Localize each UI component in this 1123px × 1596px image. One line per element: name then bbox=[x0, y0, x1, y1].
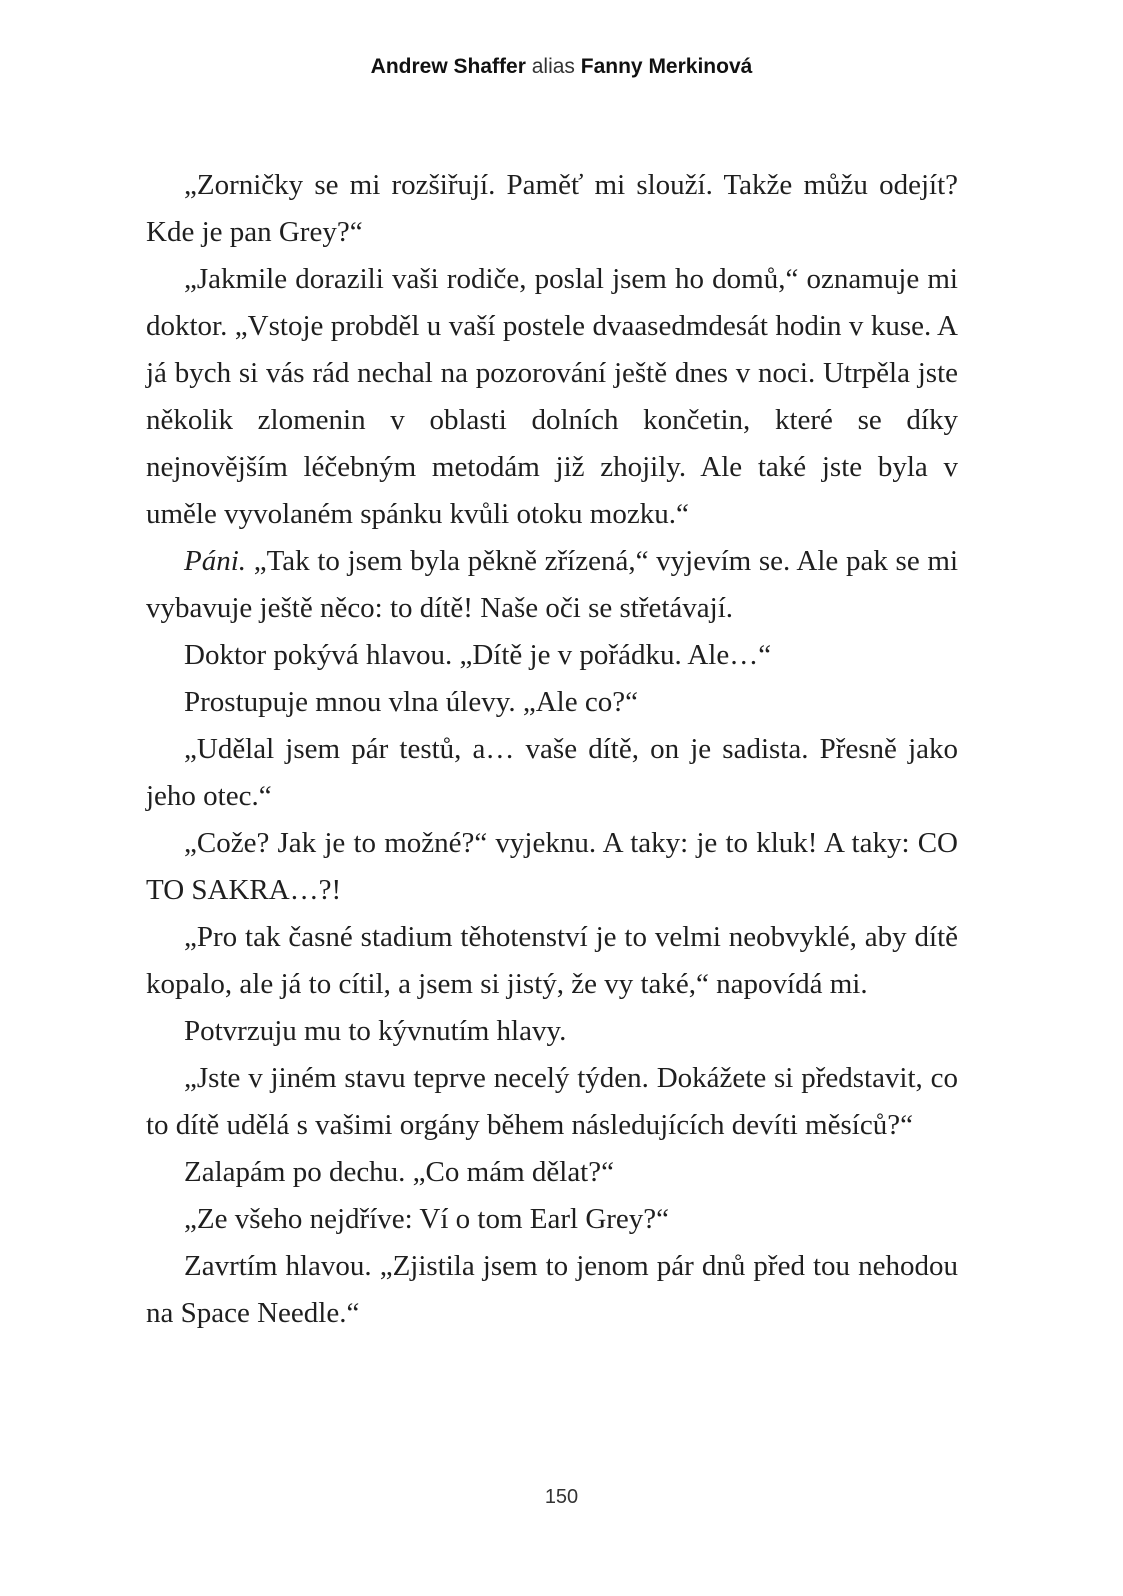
paragraph: „Jakmile dorazili vaši rodiče, poslal jsem ho domů,“ oznamuje mi doktor. „Vstoje probděl u vaší postele dvaasedmdesát hodin v kuse. A já bych si vás rád nechal na pozorování ještě dnes v noci. Utrpěla jste několik zlomenin v oblasti dolních končetin, které se díky nejnovějším léčebným metodám již zhojily. Ale také jste byla v uměle vyvolaném spánku kvůli otoku mozku.“ bbox=[146, 263, 958, 530]
pen-name: Fanny Merkinová bbox=[580, 55, 753, 78]
paragraph: „Ze všeho nejdříve: Ví o tom Earl Grey?“ bbox=[184, 1203, 670, 1235]
paragraph: „Pro tak časné stadium těhotenství je to velmi neobvyklé, aby dítě kopalo, ale já to cítil, a jsem si jistý, že vy také,“ napovídá mi. bbox=[146, 921, 958, 1000]
running-head bbox=[0, 55, 1123, 79]
paragraph bbox=[146, 538, 958, 632]
alias-word: alias bbox=[531, 55, 575, 78]
paragraph: „Udělal jsem pár testů, a… vaše dítě, on je sadista. Přesně jako jeho otec.“ bbox=[146, 733, 958, 812]
paragraph: Zavrtím hlavou. „Zjistila jsem to jenom pár dnů před tou nehodou na Space Needle.“ bbox=[146, 1250, 958, 1329]
paragraph: Potvrzuju mu to kývnutím hlavy. bbox=[184, 1015, 567, 1047]
paragraph: „Cože? Jak je to možné?“ vyjeknu. A taky: je to kluk! A taky: CO TO SAKRA…?! bbox=[146, 827, 958, 906]
paragraph: „Zorničky se mi rozšiřují. Paměť mi slouží. Takže můžu odejít? Kde je pan Grey?“ bbox=[146, 169, 958, 248]
paragraph: Doktor pokývá hlavou. „Dítě je v pořádku. Ale…“ bbox=[184, 639, 772, 671]
paragraph: Zalapám po dechu. „Co mám dělat?“ bbox=[184, 1156, 614, 1188]
page-number: 150 bbox=[544, 1486, 579, 1508]
paragraph: „Jste v jiném stavu teprve necelý týden. Dokážete si představit, co to dítě udělá s vašimi orgány během následujících devíti měsíců?“ bbox=[146, 1062, 958, 1141]
paragraph-rest: „Tak to jsem byla pěkně zřízená,“ vyjevím se. Ale pak se mi vybavuje ještě něco: to dítě! Naše oči se střetávají. bbox=[146, 545, 958, 624]
body-text bbox=[146, 162, 958, 1337]
emphasis: Páni. bbox=[184, 545, 247, 577]
paragraph: Prostupuje mnou vlna úlevy. „Ale co?“ bbox=[184, 686, 638, 718]
author-name: Andrew Shaffer bbox=[370, 55, 526, 78]
